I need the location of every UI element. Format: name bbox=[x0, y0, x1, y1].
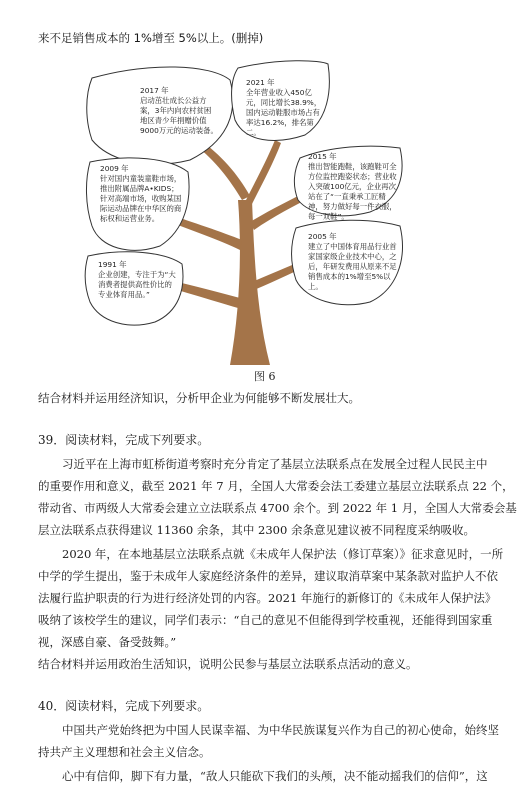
question-40-heading: 40．阅读材料，完成下列要求。 bbox=[38, 699, 210, 713]
q39-para1-line: 层立法联系点获得建议 11360 余条，其中 2300 余条意见建议被不同程度采纳吸收。 bbox=[38, 523, 475, 537]
leaf-year: 2009 年 bbox=[100, 164, 129, 173]
leaf-body: 启动茁壮成长公益方案，3年内向农村贫困地区青少年捐赠价值9000万元的运动装备。 bbox=[140, 96, 218, 135]
figure-caption: 图 6 bbox=[254, 370, 276, 383]
question-39-prompt: 结合材料并运用政治生活知识，说明公民参与基层立法联系点活动的意义。 bbox=[38, 657, 418, 671]
q40-para2-line: 心中有信仰，脚下有力量，“敌人只能砍下我们的头颅，决不能动摇我们的信仰”，这 bbox=[62, 769, 488, 783]
q39-para1-line: 的重要作用和意义，截至 2021 年 7 月，全国人大常委会法工委建立基层立法联系点 22 个， bbox=[38, 479, 514, 493]
leaf-year: 2005 年 bbox=[308, 232, 337, 241]
leaf-body: 企业创建，专注于为“大消费者提供高性价比的专业体育用品。” bbox=[98, 270, 176, 299]
q39-para2-line: 法履行监护职责的行为进行经济处罚的内容。2021 年施行的新修订的《未成年人保护法》 bbox=[38, 591, 497, 605]
leaf-year: 2017 年 bbox=[140, 86, 169, 95]
leaf-text-2009 bbox=[100, 164, 182, 224]
q40-para1-line: 持共产主义理想和社会主义信念。 bbox=[38, 745, 211, 759]
tree-figure bbox=[70, 50, 470, 370]
question-38-prompt: 结合材料并运用经济知识，分析甲企业为何能够不断发展壮大。 bbox=[38, 391, 360, 405]
q39-para2-line: 中学的学生提出，鉴于未成年人家庭经济条件的差异，建议取消草案中某条款对监护人不依 bbox=[38, 569, 498, 583]
leaf-text-1991 bbox=[98, 260, 178, 300]
leaf-body: 全年营业收入450亿元，同比增长38.9%，国内运动鞋服市场占有率达16.2%，排名第二。 bbox=[246, 88, 322, 137]
leaf-text-2017 bbox=[140, 86, 218, 136]
leaf-text-2015 bbox=[308, 152, 400, 222]
branch-right-top bbox=[246, 140, 281, 204]
leaf-text-2021 bbox=[246, 78, 326, 138]
q39-para2-line: 2020 年，在本地基层立法联系点就《未成年人保护法（修订草案）》征求意见时，一所 bbox=[62, 547, 504, 561]
q39-para2-line: 吸纳了该校学生的建议，同学们表示：“自己的意见不但能得到学校重视，还能得到国家重 bbox=[38, 613, 493, 627]
question-39-heading: 39．阅读材料，完成下列要求。 bbox=[38, 433, 210, 447]
leaf-body: 针对国内童装童鞋市场，推出附属品牌A•KIDS；针对高端市场，收购某国际运动品牌在中华区的商标权和运营业务。 bbox=[100, 174, 182, 223]
leaf-year: 2015 年 bbox=[308, 152, 337, 161]
leaf-year: 2021 年 bbox=[246, 78, 275, 87]
leaf-body: 推出智能跑鞋，该跑鞋可全方位监控跑姿状态；营业收入突破100亿元，企业再次站在了“一直秉承工匠精神，努力做好每一件衣服，每一双鞋”。 bbox=[308, 162, 397, 221]
q39-para1-line: 带动省、市两级人大常委会建立立法联系点 4700 余个。到 2022 年 1 月，全国人大常委会基 bbox=[38, 501, 517, 515]
q40-para1-line: 中国共产党始终把为中国人民谋幸福、为中华民族谋复兴作为自己的初心使命，始终坚 bbox=[62, 723, 499, 737]
leaf-year: 1991 年 bbox=[98, 260, 127, 269]
q39-para1-line: 习近平在上海市虹桥街道考察时充分肯定了基层立法联系点在发展全过程人民民主中 bbox=[62, 457, 488, 471]
q39-para2-line: 视，深感自豪、备受鼓舞。” bbox=[38, 635, 177, 649]
top-line: 来不足销售成本的 1%增至 5%以上。(删掉) bbox=[38, 31, 264, 45]
leaf-text-2005 bbox=[308, 232, 398, 292]
leaf-body: 建立了中国体育用品行业首家国家级企业技术中心，之后，年研发费用从原来不足销售成本的1%增至5%以上。 bbox=[308, 242, 397, 291]
